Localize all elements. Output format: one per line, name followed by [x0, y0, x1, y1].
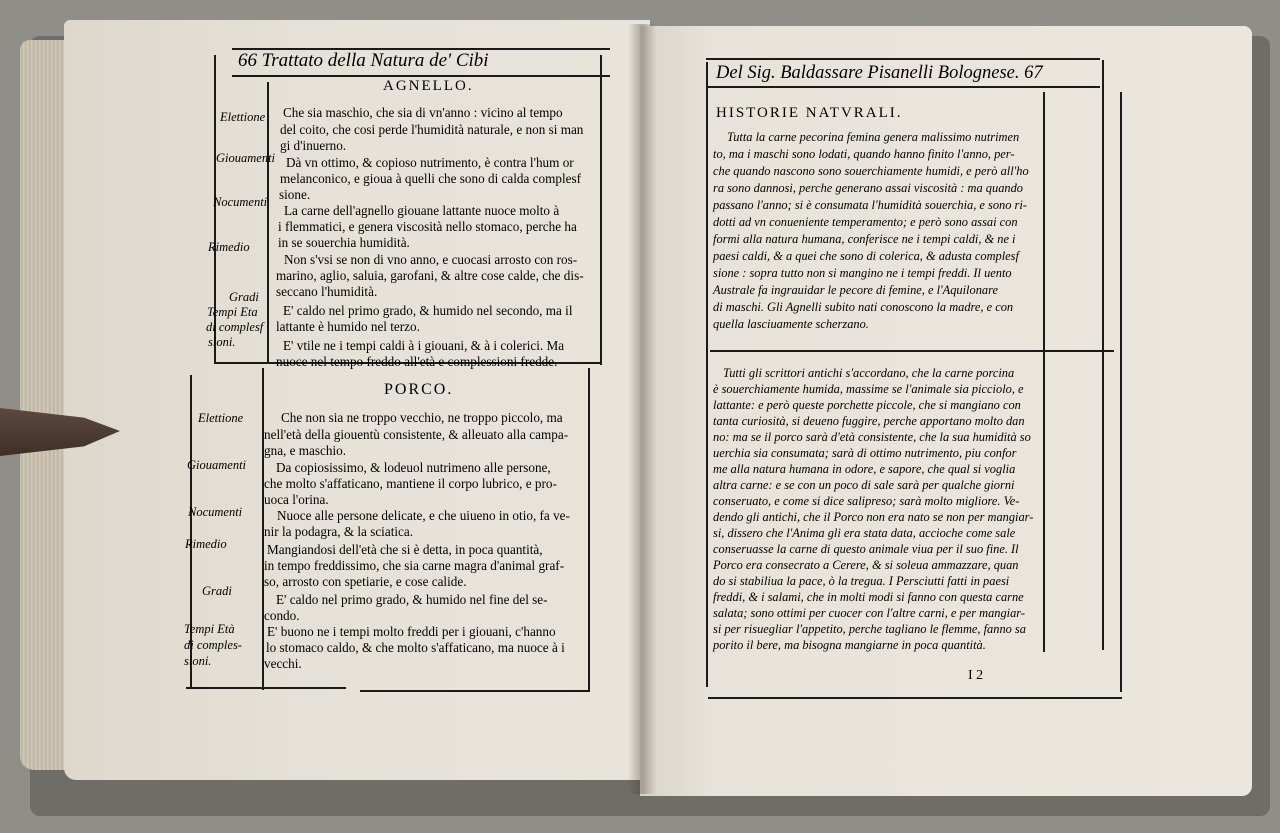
- text-line: vecchi.: [264, 656, 302, 671]
- text-line: quella lasciuamente scherzano.: [713, 317, 869, 331]
- text-line: E' caldo nel primo grado, & humido nel fine del se-: [276, 592, 548, 607]
- side-label: Giouamenti: [187, 458, 247, 472]
- signature-mark: I 2: [968, 668, 984, 683]
- text-line: nuoce nel tempo freddo all'età e complessioni fredde.: [276, 354, 558, 369]
- running-head-left: 66 Trattato della Natura de' Cibi: [238, 50, 489, 71]
- section-title-agnello: AGNELLO.: [383, 78, 474, 94]
- text-line: uoca l'orina.: [264, 492, 329, 507]
- text-line: del coito, che cosi perde l'humidità naturale, e non si man: [280, 122, 584, 137]
- text-line: seccano l'humidità.: [276, 284, 378, 299]
- text-line: Da copiosissimo, & lodeuol nutrimeno alle persone,: [276, 460, 551, 475]
- text-line: passano l'anno; si è consumata l'humidità souerchia, e sono ri-: [713, 198, 1027, 212]
- text-line: do si stabiliua la pace, ò la tregua. I Persciutti fatti in paesi: [713, 574, 1010, 588]
- text-line: sione.: [279, 187, 311, 202]
- text-line: si per risuegliar l'appetito, perche tagliano le flemme, fanno sa: [713, 622, 1026, 636]
- running-head-right: Del Sig. Baldassare Pisanelli Bolognese. 67: [716, 63, 1043, 83]
- side-label: sioni.: [208, 335, 236, 349]
- text-line: i flemmatici, e genera viscosità nello stomaco, perche ha: [278, 219, 577, 234]
- text-line: di maschi. Gli Agnelli subito nati conoscono la madre, e con: [713, 300, 1014, 314]
- text-line: altra carne: e se con un poco di sale sarà per qualche giorni: [713, 478, 1015, 492]
- text-line: lo stomaco caldo, & che molto s'affaticano, ma nuoce à i: [266, 640, 565, 655]
- side-label: Gradi: [229, 290, 259, 304]
- side-label: Elettione: [220, 110, 266, 124]
- text-line: che molto s'affaticano, mantiene il corpo lubrico, e pro-: [264, 476, 557, 491]
- text-line: in se souerchia humidità.: [278, 235, 410, 250]
- text-line: to, ma i maschi sono lodati, quando hanno finito l'anno, per-: [713, 147, 1015, 161]
- text-line: dotti ad vn conueniente temperamento; e però sono assai con: [713, 215, 1018, 229]
- text-line: E' caldo nel primo grado, & humido nel secondo, ma il: [283, 303, 573, 318]
- text-line: conseruato, e come si dice salipreso; sarà molto migliore. Ve-: [713, 494, 1020, 508]
- section-title-porco: PORCO.: [384, 381, 454, 398]
- text-line: ra sono dannosi, perche generano assai viscosità : ma quando: [713, 181, 1023, 195]
- text-line: melanconico, e gioua à quelli che sono di calda complesf: [280, 171, 582, 186]
- text-line: uerchia sia consumata; sarà di ottimo nutrimento, piu confor: [713, 446, 1017, 460]
- text-line: lattante è humido nel terzo.: [276, 319, 420, 334]
- side-label: sioni.: [184, 654, 212, 668]
- text-line: Tutta la carne pecorina femina genera malissimo nutrimen: [727, 130, 1020, 144]
- text-line: nell'età della giouentù consistente, & alleuato alla campa-: [264, 427, 569, 442]
- text-line: si, dissero che l'Anima gli era stata data, accioche come sale: [713, 526, 1016, 540]
- text-line: nir la podagra, & la sciatica.: [264, 524, 414, 539]
- text-line: Mangiandosi dell'età che si è detta, in poca quantità,: [267, 542, 543, 557]
- text-line: E' buono ne i tempi molto freddi per i giouani, c'hanno: [267, 624, 556, 639]
- text-line: Nuoce alle persone delicate, e che uiueno in otio, fa ve-: [277, 508, 570, 523]
- text-line: me alla natura humana in odore, e sapore, che qual si voglia: [713, 462, 1016, 476]
- text-line: condo.: [264, 608, 300, 623]
- text-line: marino, aglio, saluia, garofani, & altre cose calde, che dis-: [276, 268, 584, 283]
- side-label: Rimedio: [208, 240, 250, 254]
- side-label: Nocumenti: [213, 195, 268, 209]
- text-line: E' vtile ne i tempi caldi à i giouani, & à i colerici. Ma: [283, 338, 565, 353]
- text-line: freddi, & i salami, che in molti modi si fanno con questa carne: [713, 590, 1024, 604]
- text-line: Tutti gli scrittori antichi s'accordano, che la carne porcina: [723, 366, 1015, 380]
- side-label: Tempi Età: [184, 622, 235, 636]
- side-label: Gradi: [202, 584, 232, 598]
- text-line: salata; sono ottimi per cuocer con l'altre carni, e per mangiar-: [713, 606, 1026, 620]
- text-line: La carne dell'agnello giouane lattante nuoce molto à: [284, 203, 560, 218]
- page-edges: [20, 40, 68, 770]
- text-line: lattante: e però queste porchette piccole, che si mangiano con: [713, 398, 1021, 412]
- text-line: Che non sia ne troppo vecchio, ne troppo piccolo, ma: [281, 410, 563, 425]
- text-line: paesi caldi, & a quei che sono di colerica, & adusta complesf: [713, 249, 1019, 263]
- text-line: gna, e maschio.: [264, 443, 347, 458]
- side-label: di complesf: [206, 320, 264, 334]
- text-line: dendo gli antichi, che il Porco non era nato se non per mangiar-: [713, 510, 1034, 524]
- side-label: di comples-: [184, 638, 242, 652]
- text-line: che quando nascono sono souerchiamente humidi, e però all'ho: [713, 164, 1029, 178]
- text-line: sione : sopra tutto non si mangino ne i tempi freddi. Il uento: [713, 266, 1012, 280]
- text-line: Dà vn ottimo, & copioso nutrimento, è contra l'hum or: [286, 155, 574, 170]
- text-line: Australe fa ingrauidar le pecore di femine, e l'Aquilonare: [713, 283, 998, 297]
- side-label: Tempi Eta: [207, 305, 258, 319]
- book-gutter: [628, 24, 656, 794]
- text-line: formi alla natura humana, conferisce ne i tempi caldi, & ne i: [713, 232, 1016, 246]
- text-line: conseruasse la carne di questo animale viua per il suo fine. Il: [713, 542, 1019, 556]
- text-line: in tempo freddissimo, che sia carne magra d'animal graf-: [264, 558, 565, 573]
- historie-title: HISTORIE NATVRALI.: [716, 105, 903, 121]
- text-line: tanta curiosità, si deueno fuggire, perche apportano molto dan: [713, 414, 1025, 428]
- text-line: gi d'inuerno.: [280, 138, 347, 153]
- side-label: Nocumenti: [188, 505, 243, 519]
- text-line: so, arrosto con spetiarie, e cose calide.: [264, 574, 467, 589]
- text-line: è souerchiamente humida, massime se l'animale sia picciolo, e: [713, 382, 1024, 396]
- text-line: no: ma se il porco sarà d'età consistente, che la sua humidità so: [713, 430, 1031, 444]
- side-label: Elettione: [198, 411, 244, 425]
- text-line: Non s'vsi se non di vno anno, e cuocasi arrosto con ros-: [284, 252, 578, 267]
- text-line: Che sia maschio, che sia di vn'anno : vicino al tempo: [283, 105, 563, 120]
- side-label: Giouamenti: [216, 151, 276, 165]
- text-line: porito il bere, ma bisogna mangiarne in poca quantità.: [713, 638, 986, 652]
- text-line: Porco era consecrato a Cerere, & si soleua ammazzare, quan: [713, 558, 1019, 572]
- side-label: Rimedio: [185, 537, 227, 551]
